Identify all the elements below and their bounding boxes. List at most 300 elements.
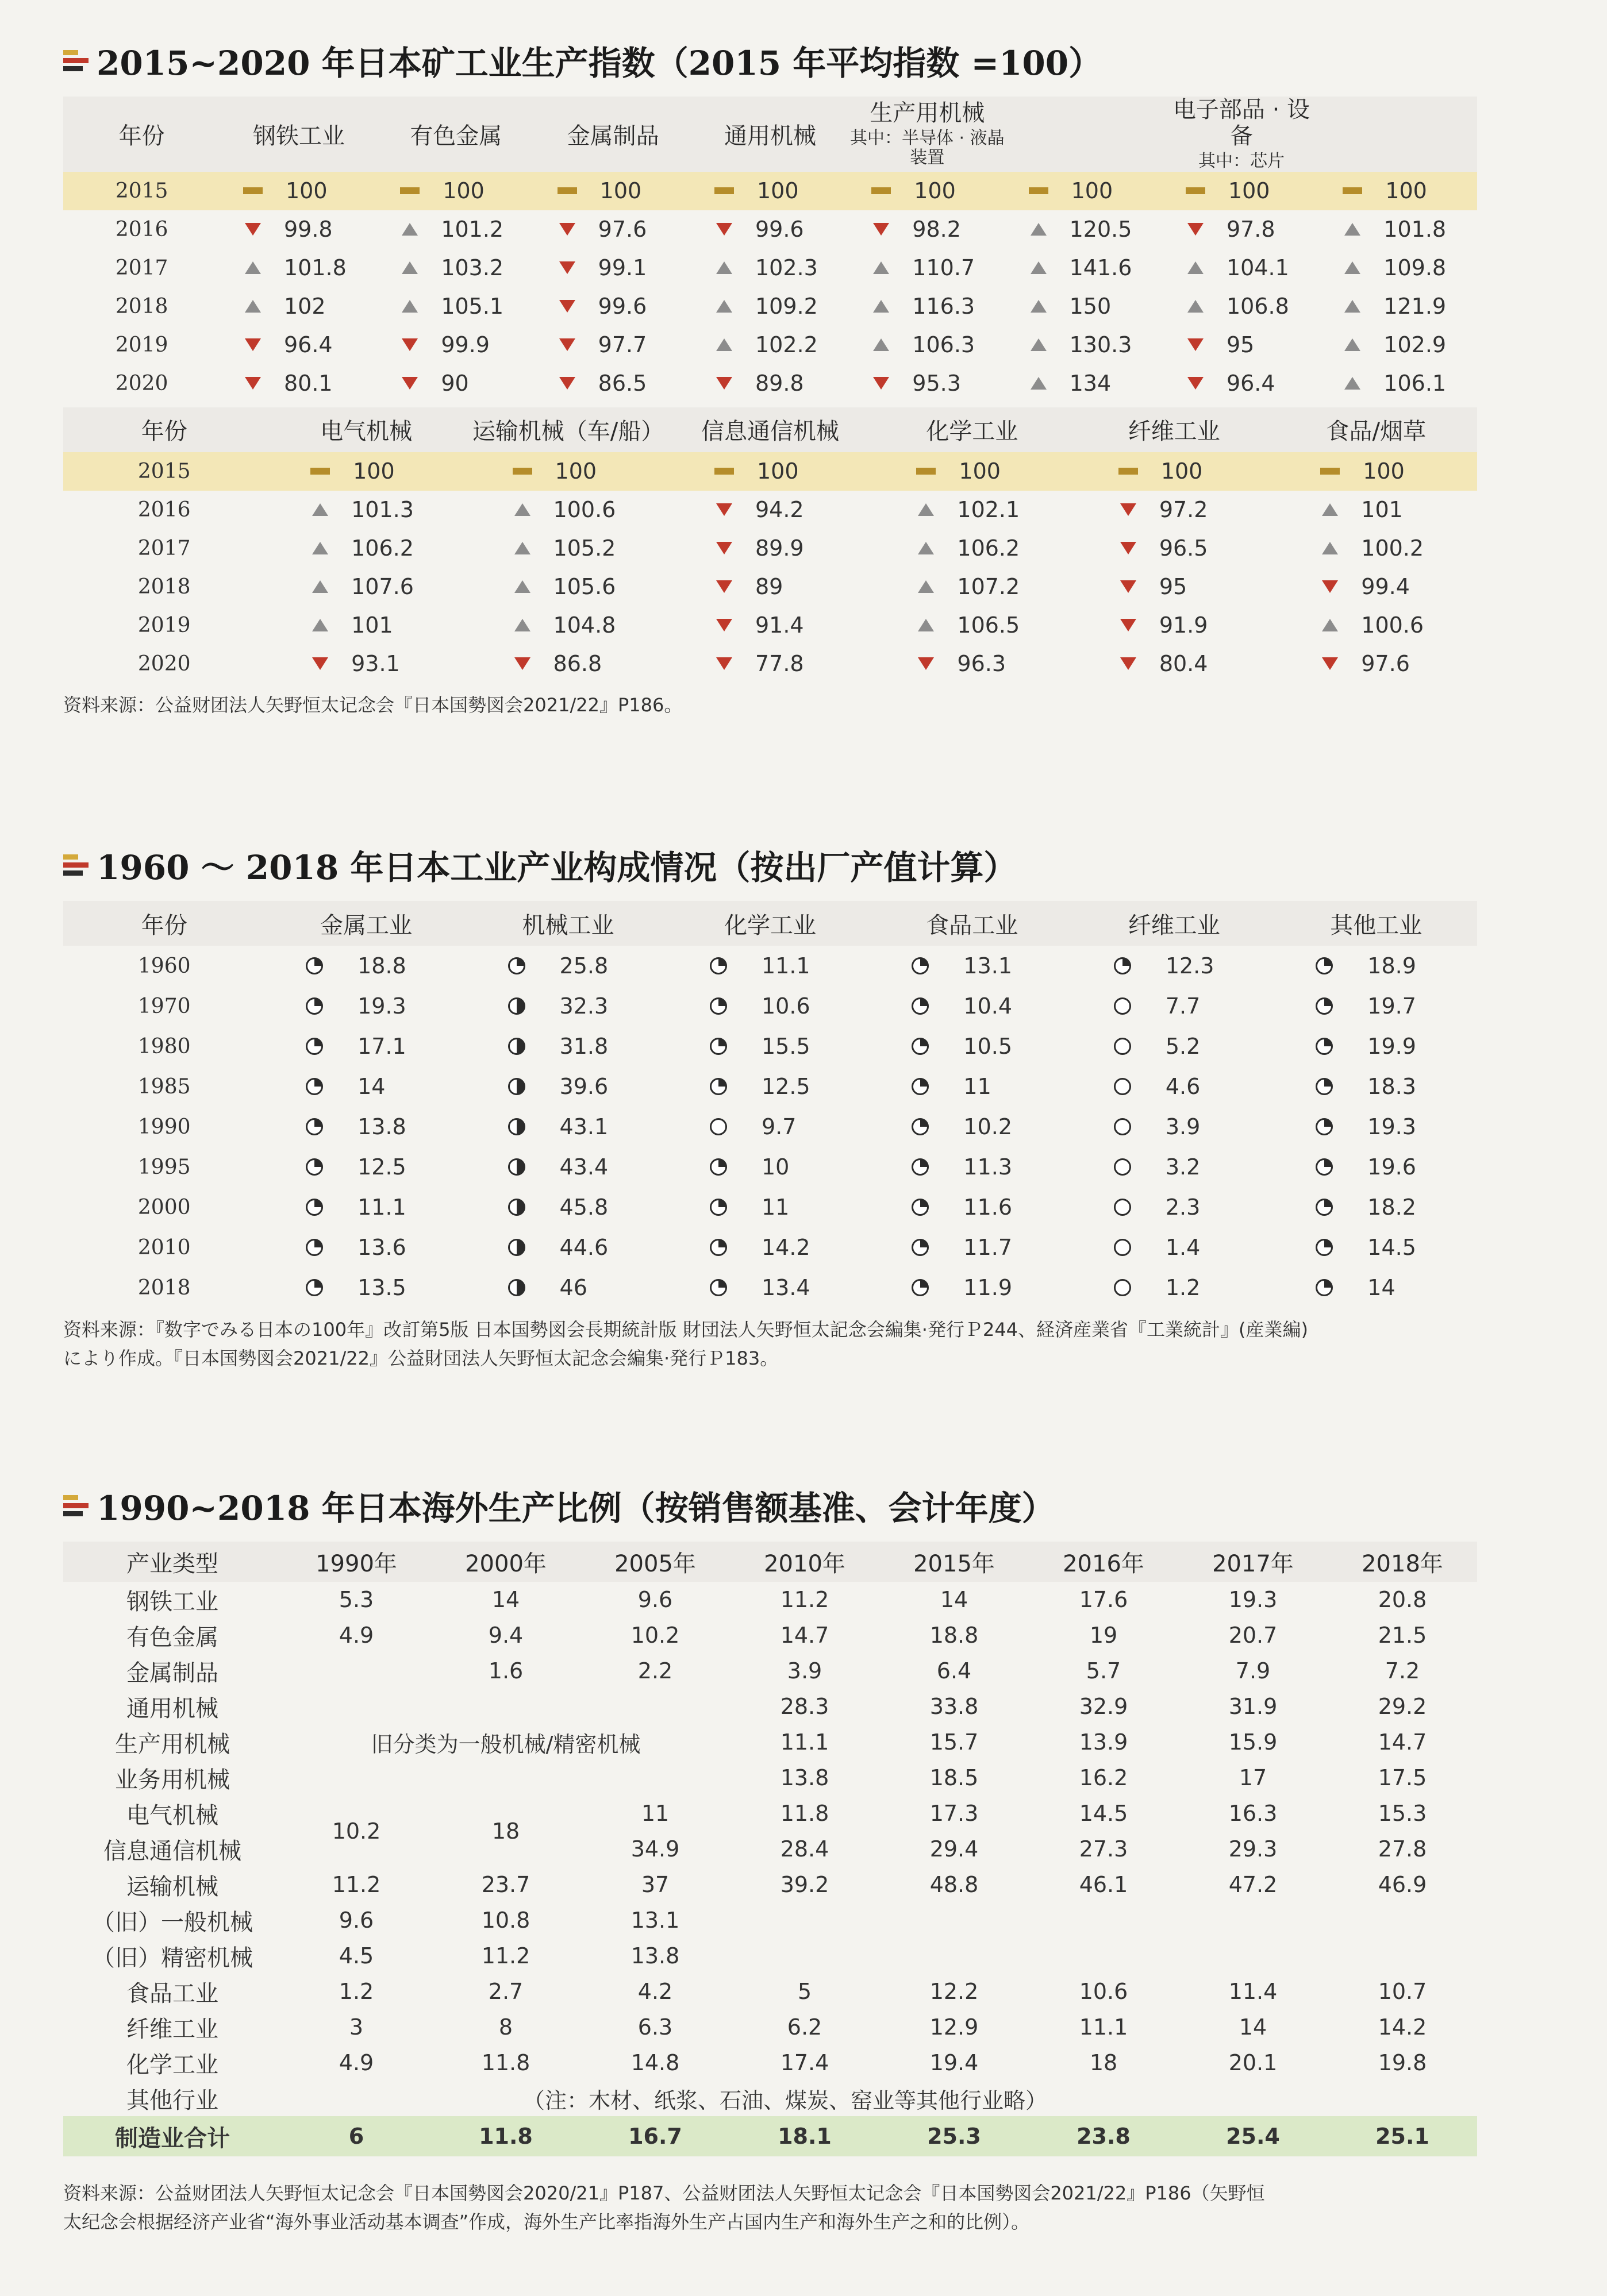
value-text: 109.2 (755, 294, 818, 319)
header-row (63, 407, 1477, 452)
value-cell (691, 249, 848, 287)
value-text: 19.9 (1367, 1034, 1416, 1059)
value-text: 90 (441, 371, 469, 396)
section-title (63, 34, 1477, 86)
row-label: 钢铁工业 (126, 1588, 218, 1615)
value-wrap (1275, 497, 1477, 522)
equal-icon (1343, 187, 1362, 194)
value-text: 12.3 (1165, 953, 1214, 979)
section-title-text: 2015~2020 年日本矿工业生产指数（2015 年平均指数 =100） (97, 44, 1102, 83)
value-cell: 3 (349, 2014, 364, 2040)
value-text: 19.6 (1367, 1154, 1416, 1180)
value-text: 13.6 (357, 1235, 406, 1260)
pie-chart-icon (306, 1038, 323, 1055)
value-cell (265, 1187, 467, 1227)
value-cell (220, 326, 377, 364)
table-row (63, 1066, 1477, 1107)
value-text: 101.8 (1383, 217, 1447, 242)
merged-note-cell: 旧分类为一般机械/精密机械 (371, 1731, 641, 1757)
value-wrap (220, 294, 377, 319)
up-arrow-icon (873, 300, 889, 313)
value-cell (669, 1026, 871, 1066)
pie-chart-icon (912, 1239, 929, 1256)
value-cell (871, 568, 1073, 606)
value-text: 97.6 (1361, 651, 1410, 676)
value-wrap (669, 536, 871, 561)
year-cell: 2015 (63, 452, 265, 491)
value-text: 100 (353, 459, 395, 484)
value-cell (535, 287, 691, 326)
pie-chart-icon (508, 1158, 525, 1176)
value-cell: 1.6 (488, 1658, 524, 1684)
value-cell (467, 1066, 669, 1107)
pie-chart-icon (710, 1239, 727, 1256)
value-cell (871, 1187, 1073, 1227)
pie-chart-icon (1316, 957, 1333, 974)
value-cell (849, 326, 1006, 364)
value-wrap (467, 651, 669, 676)
row-label: 电气机械 (126, 1802, 218, 1829)
value-cell: 25.3 (879, 2116, 1029, 2156)
value-cell (1178, 1902, 1328, 1938)
value-text: 100 (1071, 178, 1113, 203)
column-header: 机械工业 (467, 901, 669, 946)
pie-chart-icon (1114, 1279, 1131, 1296)
value-cell (265, 1227, 467, 1268)
value-text: 14.5 (1367, 1235, 1416, 1260)
table-row (63, 210, 1477, 249)
value-wrap (691, 217, 848, 242)
value-cell (1275, 491, 1477, 529)
value-cell (669, 645, 871, 683)
row-label: 金属制品 (126, 1659, 218, 1686)
pie-chart-icon (710, 957, 727, 974)
pie-chart-icon (1316, 1038, 1333, 1055)
value-text: 102 (283, 294, 326, 319)
value-wrap (220, 217, 377, 242)
value-cell (871, 529, 1073, 568)
value-wrap (849, 332, 1006, 357)
up-arrow-icon (402, 261, 418, 274)
value-wrap (669, 1074, 871, 1099)
value-text: 99.9 (441, 332, 490, 357)
value-text: 141.6 (1069, 255, 1132, 280)
value-cell (1073, 1107, 1275, 1147)
value-cell: 2.2 (637, 1658, 673, 1684)
value-cell (871, 491, 1073, 529)
column-header (378, 97, 535, 172)
value-wrap (1073, 1074, 1275, 1099)
value-cell (265, 1026, 467, 1066)
year-cell: 2019 (137, 613, 191, 637)
value-wrap (467, 574, 669, 599)
down-arrow-icon (1120, 657, 1136, 670)
value-cell (1320, 210, 1477, 249)
value-cell: 18 (491, 1819, 520, 1844)
value-cell (265, 1268, 467, 1308)
value-cell: 23.8 (1029, 2116, 1178, 2156)
section-industry-composition (63, 839, 1477, 1373)
section-title-text: 1960 ～ 2018 年日本工业产业构成情况（按出厂产值计算） (97, 848, 1017, 887)
value-cell (220, 210, 377, 249)
row-label: 其他行业 (126, 2087, 218, 2114)
value-cell (378, 210, 535, 249)
value-cell (265, 946, 467, 986)
value-wrap (1006, 294, 1163, 319)
down-arrow-icon (559, 377, 575, 390)
value-cell: 10.6 (1079, 1979, 1128, 2004)
value-cell: 19.3 (1228, 1587, 1278, 1612)
equal-icon (310, 468, 330, 475)
value-wrap (1275, 1195, 1477, 1220)
value-wrap (1073, 651, 1275, 676)
value-wrap (1275, 459, 1477, 484)
value-text: 102.3 (755, 255, 818, 280)
pie-chart-icon (1114, 1239, 1131, 1256)
value-cell (265, 606, 467, 645)
up-arrow-icon (918, 503, 934, 516)
value-cell (1320, 364, 1477, 403)
table-row (63, 1107, 1477, 1147)
column-header (1275, 407, 1477, 452)
value-text: 1.2 (1165, 1275, 1201, 1300)
table-row (63, 287, 1477, 326)
up-arrow-icon (312, 619, 328, 631)
value-text: 97.2 (1159, 497, 1208, 522)
year-cell: 2018 (137, 1276, 191, 1300)
value-text: 102.2 (755, 332, 818, 357)
value-cell: 10.8 (481, 1908, 530, 1933)
value-wrap (1006, 371, 1163, 396)
value-cell (1073, 491, 1275, 529)
pie-chart-icon (508, 1199, 525, 1216)
table-row (63, 1268, 1477, 1308)
value-wrap (467, 536, 669, 561)
value-wrap (669, 1235, 871, 1260)
value-text: 13.8 (357, 1114, 406, 1139)
value-wrap (265, 1195, 467, 1220)
value-text: 100 (599, 178, 642, 203)
pie-chart-icon (710, 1118, 727, 1135)
value-cell (669, 1187, 871, 1227)
up-arrow-icon (873, 338, 889, 351)
column-header-label: 化学工业 (926, 418, 1018, 445)
value-wrap (1163, 255, 1320, 280)
header-row (63, 901, 1477, 946)
down-arrow-icon (1120, 503, 1136, 516)
value-wrap (1163, 217, 1320, 242)
value-wrap (467, 1235, 669, 1260)
value-text: 100 (756, 459, 799, 484)
value-cell: 14.7 (1378, 1729, 1427, 1755)
column-header: 2018年 (1328, 1542, 1477, 1582)
column-header (871, 407, 1073, 452)
column-header: 2000年 (431, 1542, 580, 1582)
up-arrow-icon (1031, 338, 1047, 351)
pie-chart-icon (1114, 957, 1131, 974)
column-header: 产业类型 (63, 1542, 282, 1582)
value-wrap (467, 1154, 669, 1180)
source-line: 资料来源：『数字でみる日本の100年』改訂第5版 日本国勢図会長期統計版 財団法人矢野恒太記念会編集·発行Ｐ244、経済産業省『工業統計』(産業編) (63, 1319, 1309, 1340)
year-cell: 1990 (137, 1115, 191, 1139)
value-wrap (1275, 651, 1477, 676)
year-cell: 2010 (137, 1235, 191, 1259)
value-cell (871, 606, 1073, 645)
value-cell: 15.7 (929, 1729, 979, 1755)
table-row (63, 1760, 1477, 1796)
column-header-label: 信息通信机械 (701, 418, 839, 445)
value-text: 105.1 (441, 294, 504, 319)
value-cell (1006, 287, 1163, 326)
value-text: 97.7 (598, 332, 647, 357)
up-arrow-icon (1344, 338, 1360, 351)
value-wrap (220, 255, 377, 280)
value-cell: 13.8 (780, 1765, 829, 1790)
value-cell (871, 986, 1073, 1026)
value-cell: 17.6 (1079, 1587, 1128, 1612)
value-text: 18.3 (1367, 1074, 1416, 1099)
value-text: 96.4 (1226, 371, 1275, 396)
value-wrap (1073, 1195, 1275, 1220)
down-arrow-icon (559, 300, 575, 313)
value-cell (1320, 287, 1477, 326)
pie-chart-icon (508, 1118, 525, 1135)
value-cell (1275, 1026, 1477, 1066)
table-row (63, 172, 1477, 210)
value-wrap (849, 178, 1006, 203)
equal-icon (558, 187, 577, 194)
value-text: 14 (1367, 1275, 1395, 1300)
value-wrap (669, 574, 871, 599)
up-arrow-icon (716, 261, 732, 274)
value-text: 96.3 (957, 651, 1006, 676)
value-text: 101.2 (441, 217, 504, 242)
value-wrap (691, 294, 848, 319)
value-wrap (265, 1154, 467, 1180)
value-cell (1029, 1902, 1178, 1938)
value-text: 106.2 (957, 536, 1020, 561)
value-cell (1073, 452, 1275, 491)
value-wrap (265, 953, 467, 979)
value-cell (849, 249, 1006, 287)
table-row (63, 1724, 1477, 1760)
value-cell (1006, 172, 1163, 210)
value-wrap (265, 1235, 467, 1260)
value-text: 96.4 (283, 332, 333, 357)
pie-chart-icon (710, 997, 727, 1015)
value-cell (1073, 645, 1275, 683)
value-cell (282, 1689, 431, 1724)
value-text: 10 (761, 1154, 790, 1180)
value-cell (691, 172, 848, 210)
value-cell (1073, 1227, 1275, 1268)
year-cell: 2020 (115, 371, 168, 395)
value-cell: 48.8 (929, 1872, 979, 1897)
value-text: 11 (963, 1074, 991, 1099)
value-text: 105.6 (553, 574, 616, 599)
down-arrow-icon (559, 223, 575, 236)
up-arrow-icon (245, 261, 261, 274)
value-cell (1275, 1107, 1477, 1147)
row-label: 生产用机械 (115, 1731, 230, 1758)
value-wrap (1006, 217, 1163, 242)
title-marker-icon (63, 1492, 89, 1519)
value-cell: 9.4 (488, 1623, 524, 1648)
value-wrap (535, 332, 691, 357)
value-cell: 10.7 (1378, 1979, 1427, 2004)
value-cell (467, 645, 669, 683)
value-cell (265, 529, 467, 568)
value-text: 100.6 (553, 497, 616, 522)
value-cell (378, 326, 535, 364)
value-cell (220, 364, 377, 403)
year-cell: 2017 (115, 256, 168, 280)
value-cell: 7.2 (1385, 1658, 1420, 1684)
year-cell: 2015 (63, 172, 220, 210)
value-cell: 11.4 (1228, 1979, 1278, 2004)
column-header (669, 407, 871, 452)
value-cell: 29.2 (1378, 1694, 1427, 1719)
value-cell: 5.7 (1086, 1658, 1121, 1684)
year-cell: 1960 (137, 954, 191, 978)
value-cell: 34.9 (631, 1836, 680, 1862)
value-cell (849, 287, 1006, 326)
row-label: 制造业合计 (63, 2116, 282, 2156)
pie-chart-icon (710, 1038, 727, 1055)
table-row (63, 606, 1477, 645)
value-cell (535, 364, 691, 403)
value-wrap (467, 1114, 669, 1139)
column-header: 2005年 (580, 1542, 730, 1582)
value-cell (1275, 1066, 1477, 1107)
value-cell (879, 1902, 1029, 1938)
year-cell: 2019 (115, 333, 168, 357)
table-row (63, 2045, 1477, 2081)
column-header (467, 407, 669, 452)
value-text: 11.1 (761, 953, 810, 979)
value-wrap (467, 459, 669, 484)
up-arrow-icon (1344, 223, 1360, 236)
value-wrap (1163, 371, 1320, 396)
table-row (63, 1831, 1477, 1867)
value-wrap (871, 1114, 1073, 1139)
equal-icon (243, 187, 263, 194)
value-text: 95 (1159, 574, 1187, 599)
value-cell (467, 529, 669, 568)
value-cell (1275, 1187, 1477, 1227)
value-text: 19.3 (1367, 1114, 1416, 1139)
column-header: 其他工业 (1275, 901, 1477, 946)
value-cell (378, 364, 535, 403)
value-cell: 11.2 (332, 1872, 381, 1897)
column-header-label: 年份 (118, 122, 165, 149)
value-wrap (871, 497, 1073, 522)
value-cell: 17.4 (780, 2050, 829, 2075)
column-header (1006, 97, 1163, 172)
value-cell: 32.9 (1079, 1694, 1128, 1719)
value-text: 109.8 (1383, 255, 1447, 280)
value-text: 100 (285, 178, 328, 203)
value-text: 89.8 (755, 371, 804, 396)
column-header (220, 97, 377, 172)
table-row (63, 946, 1477, 986)
value-cell: 4.5 (339, 1943, 374, 1968)
value-cell (265, 452, 467, 491)
column-header-label: 通用机械 (724, 122, 816, 149)
value-wrap (1073, 993, 1275, 1019)
value-cell: 21.5 (1378, 1623, 1427, 1648)
pie-chart-icon (508, 997, 525, 1015)
value-wrap (265, 1114, 467, 1139)
column-header-label: 有色金属 (410, 122, 502, 149)
value-text: 11.3 (963, 1154, 1012, 1180)
value-text: 93.1 (351, 651, 400, 676)
value-wrap (265, 993, 467, 1019)
pie-chart-icon (1316, 1239, 1333, 1256)
pie-chart-icon (1316, 1279, 1333, 1296)
value-cell: 31.9 (1228, 1694, 1278, 1719)
value-wrap (849, 217, 1006, 242)
value-cell (691, 287, 848, 326)
value-text: 14 (357, 1074, 386, 1099)
value-cell: 12.9 (929, 2014, 979, 2040)
pie-chart-icon (306, 1078, 323, 1095)
down-arrow-icon (716, 223, 732, 236)
year-cell: 2020 (137, 652, 191, 676)
column-header (849, 97, 1006, 172)
value-text: 107.6 (351, 574, 414, 599)
table-row (63, 1026, 1477, 1066)
table-row (63, 529, 1477, 568)
value-cell (1073, 986, 1275, 1026)
value-cell (871, 1227, 1073, 1268)
value-text: 104.1 (1226, 255, 1289, 280)
value-cell: 16.3 (1228, 1801, 1278, 1826)
value-text: 1.4 (1165, 1235, 1201, 1260)
down-arrow-icon (1120, 619, 1136, 631)
value-wrap (1275, 1034, 1477, 1059)
column-header-label: 食品/烟草 (1326, 418, 1426, 445)
equal-icon (1186, 187, 1205, 194)
value-text: 89.9 (755, 536, 804, 561)
table-row (63, 1653, 1477, 1689)
up-arrow-icon (1322, 542, 1338, 554)
value-cell (282, 1653, 431, 1689)
value-text: 110.7 (912, 255, 975, 280)
value-wrap (871, 574, 1073, 599)
value-text: 45.8 (559, 1195, 609, 1220)
value-cell (1073, 606, 1275, 645)
value-cell: 2.7 (488, 1979, 524, 2004)
value-cell (467, 452, 669, 491)
value-wrap (871, 993, 1073, 1019)
down-arrow-icon (1187, 223, 1204, 236)
column-header: 年份 (63, 901, 265, 946)
pie-chart-icon (1114, 1158, 1131, 1176)
equal-icon (916, 468, 936, 475)
column-header-label: 钢铁工业 (252, 122, 345, 149)
down-arrow-icon (1120, 580, 1136, 593)
value-text: 17.1 (357, 1034, 406, 1059)
value-cell: 18.8 (929, 1623, 979, 1648)
value-cell (669, 1268, 871, 1308)
value-wrap (1073, 612, 1275, 638)
value-cell (871, 452, 1073, 491)
value-text: 13.1 (963, 953, 1012, 979)
value-text: 106.5 (957, 612, 1020, 638)
value-text: 95.3 (912, 371, 961, 396)
value-wrap (535, 294, 691, 319)
